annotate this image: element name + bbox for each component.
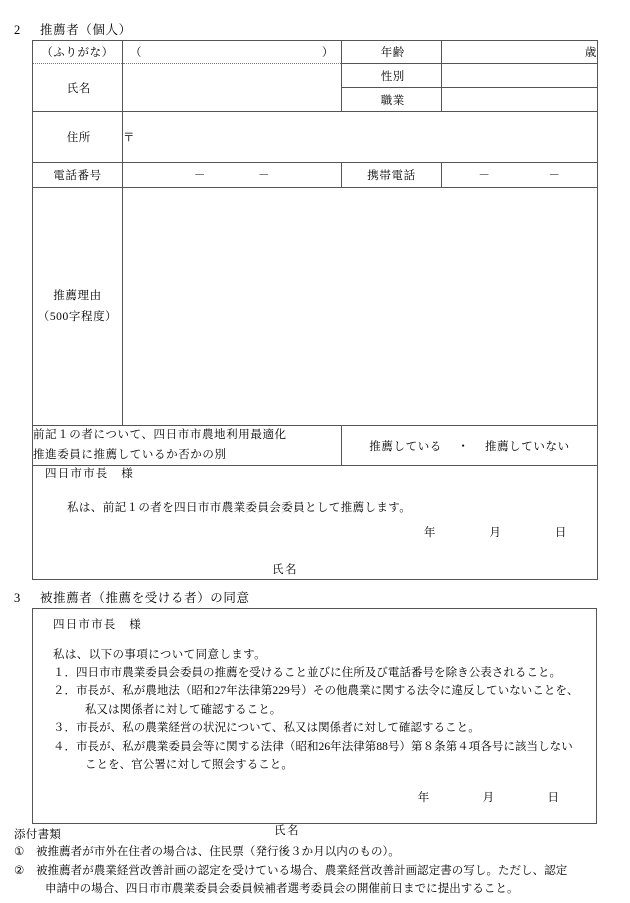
status-question-line1: 前記１の者について、四日市市農地利用最適化 [33, 429, 287, 441]
name-input-cell[interactable] [123, 64, 342, 112]
consent-item [42, 738, 587, 775]
consent-item-text-line2: 私又は関係者に対して確認すること。 [85, 703, 282, 716]
furigana-input-cell[interactable] [123, 41, 342, 64]
section-3-heading [14, 588, 250, 606]
consent-month-label: 月 [482, 792, 495, 805]
postal-mark-icon: 〒 [123, 132, 136, 144]
declaration-name-label: 氏名 [272, 563, 298, 576]
age-unit: 歳 [584, 47, 597, 59]
status-option-yes[interactable]: 推薦している [369, 440, 442, 453]
age-label: 年齢 [342, 41, 442, 64]
recommender-table [32, 40, 598, 580]
table-row-name-gender [33, 64, 598, 88]
reason-input-cell[interactable] [123, 188, 598, 426]
mobile-dash-2: － [548, 170, 561, 182]
declaration-year-label: 年 [423, 526, 437, 539]
attachments-section [14, 826, 619, 899]
mobile-dash-1: － [478, 170, 491, 182]
phone-dash-1: － [193, 170, 206, 182]
attachment-item-text-line1: 被推薦者が農業経営改善計画の認定を受けている場合、農業経営改善計画認定書の写し。ただし、認定 [36, 864, 568, 877]
mobile-label: 携帯電話 [342, 163, 442, 188]
status-separator: ・ [457, 440, 470, 453]
consent-date-line[interactable] [42, 789, 587, 805]
table-row-phone [33, 163, 598, 188]
mobile-input-cell[interactable] [442, 163, 598, 188]
consent-item-number: １． [53, 667, 77, 679]
table-row-declaration [33, 466, 598, 580]
furigana-paren-open: （ [130, 47, 143, 59]
attachment-item-text-line2: 申請中の場合、四日市市農業委員会委員候補者選考委員会の開催前日までに提出すること。 [45, 883, 519, 896]
consent-item-list [42, 664, 587, 774]
consent-day-label: 日 [547, 792, 559, 805]
consent-name-label: 氏名 [274, 825, 300, 838]
attachments-title: 添付書類 [14, 829, 62, 841]
phone-label: 電話番号 [33, 163, 123, 188]
furigana-label: （ふりがな） [33, 41, 123, 64]
declaration-date-line[interactable] [33, 525, 597, 543]
attachment-item [14, 862, 619, 899]
consent-intro: 私は、以下の事項について同意します。 [53, 649, 267, 661]
consent-item [42, 664, 587, 682]
occupation-value-cell[interactable] [442, 88, 598, 112]
consent-item-number: ２． [53, 685, 77, 698]
status-question-line2: 推進委員に推薦しているか否かの別 [33, 448, 227, 461]
furigana-paren-close: ） [321, 47, 334, 59]
attachments-list [14, 843, 619, 899]
consent-item-number: ４． [53, 740, 77, 753]
declaration-day-label: 日 [554, 526, 567, 539]
consent-item-number: ３． [53, 722, 77, 735]
table-row-status [33, 426, 598, 466]
consent-item-text-line1: 市長が、私の農業経営の状況について、私又は関係者に対して確認すること。 [76, 722, 480, 735]
status-question [33, 426, 342, 466]
status-choice-cell[interactable] [342, 426, 598, 466]
attachment-item-number: ② [14, 864, 25, 877]
section-2-title: 推薦者（個人） [40, 23, 132, 37]
status-option-no[interactable]: 推薦していない [484, 440, 570, 453]
table-row-address [33, 112, 598, 163]
attachment-item [14, 843, 619, 862]
reason-label-line2: （500字程度） [37, 310, 118, 323]
section-2-heading [14, 20, 132, 38]
gender-value-cell[interactable] [442, 64, 598, 88]
reason-label [33, 188, 123, 426]
consent-addressee: 四日市市長 様 [53, 619, 142, 631]
table-row-furigana [33, 41, 598, 64]
age-value-cell[interactable] [442, 41, 598, 64]
declaration-body: 私は、前記１の者を四日市市農業委員会委員として推薦します。 [67, 501, 412, 514]
consent-year-label: 年 [417, 792, 430, 805]
consent-item-text-line2: ことを、官公署に対して照会すること。 [85, 758, 293, 771]
gender-label: 性別 [342, 64, 442, 88]
table-row-reason [33, 188, 598, 426]
address-input-cell[interactable] [123, 112, 598, 163]
declaration-block [33, 466, 598, 580]
declaration-addressee: 四日市市長 様 [45, 468, 134, 481]
consent-box [32, 608, 597, 838]
consent-item-text-line1: 市長が、私が農地法（昭和27年法律第229号）その他農業に関する法令に違反していないことを、 [76, 685, 579, 698]
name-label: 氏名 [33, 64, 123, 112]
phone-input-cell[interactable] [123, 163, 342, 188]
consent-item [42, 719, 587, 737]
consent-item-text-line1: 市長が、私が農業委員会等に関する法律（昭和26年法律第88号）第８条第４項各号に該当しない [76, 740, 573, 753]
address-label: 住所 [33, 112, 123, 163]
occupation-label: 職業 [342, 88, 442, 112]
reason-label-line1: 推薦理由 [53, 290, 102, 303]
section-3-title: 被推薦者（推薦を受ける者）の同意 [40, 591, 250, 605]
declaration-month-label: 月 [489, 526, 502, 539]
phone-dash-2: － [258, 170, 271, 182]
attachment-item-text-line1: 被推薦者が市外在住者の場合は、住民票（発行後３か月以内のもの）。 [36, 846, 400, 858]
section-2-number: 2 [14, 23, 21, 37]
section-3-number: 3 [14, 591, 21, 605]
attachment-item-number: ① [14, 846, 25, 858]
consent-item-text-line1: 四日市市農業委員会委員の推薦を受けること並びに住所及び電話番号を除き公表されること。 [76, 667, 562, 679]
consent-item [42, 682, 587, 719]
